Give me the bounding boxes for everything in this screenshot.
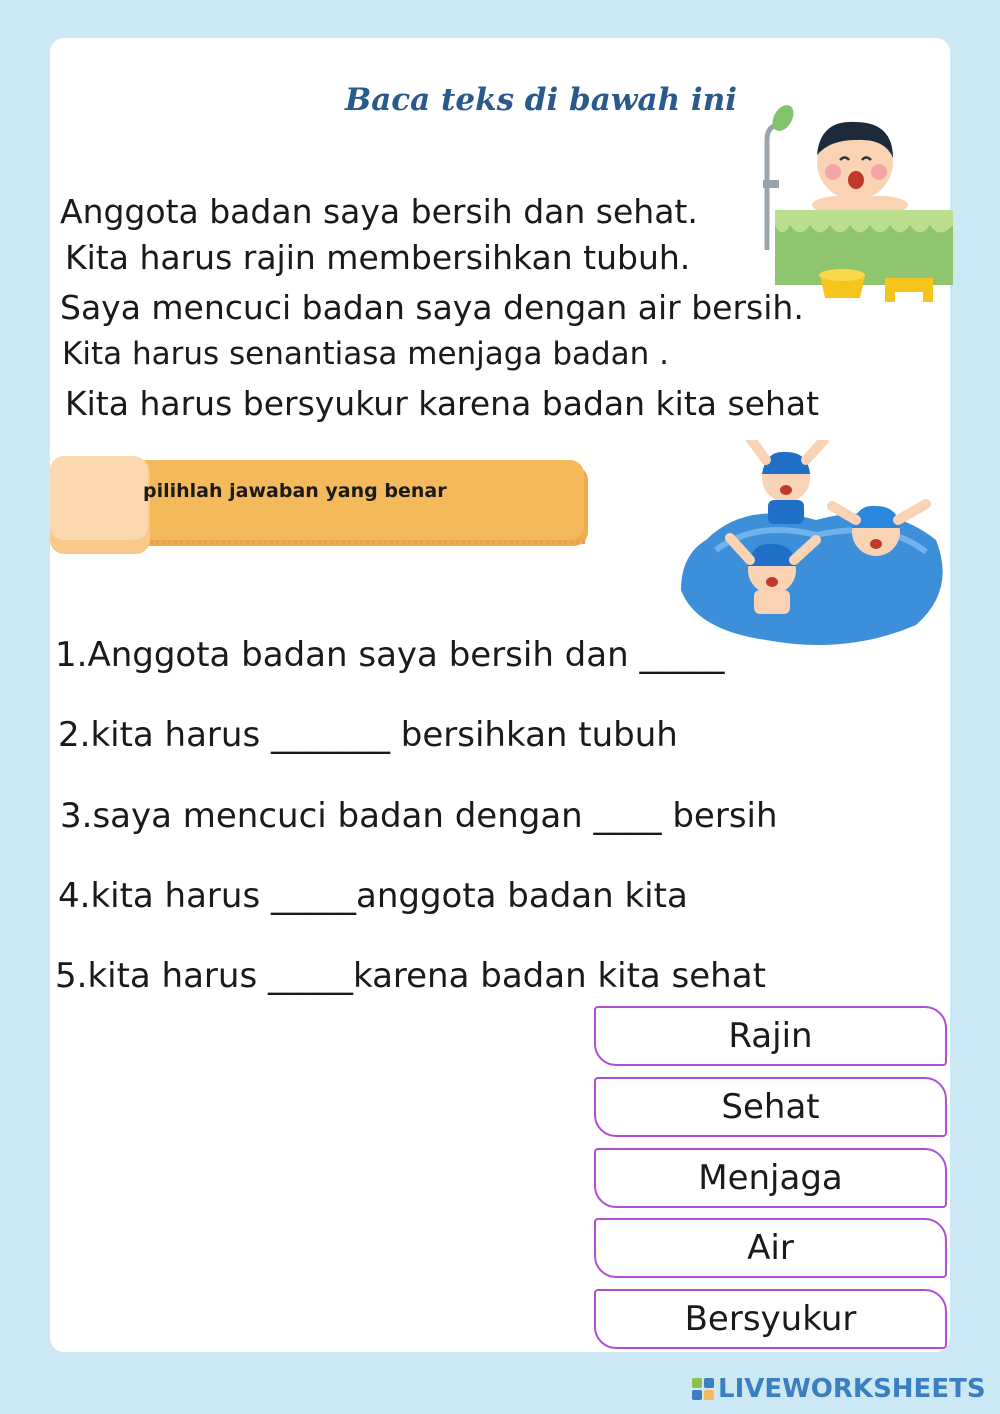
choice-sehat[interactable]: Sehat xyxy=(594,1077,947,1137)
choice-bersyukur[interactable]: Bersyukur xyxy=(594,1289,947,1349)
reading-line-1: Anggota badan saya bersih dan sehat. xyxy=(60,192,698,231)
instruction-banner xyxy=(50,456,590,556)
question-4: 4.kita harus _____anggota badan kita xyxy=(58,876,688,916)
question-3: 3.saya mencuci badan dengan ____ bersih xyxy=(60,796,778,836)
bath-boy-illustration xyxy=(745,100,955,310)
reading-line-3: Saya mencuci badan saya dengan air bersih. xyxy=(60,288,804,327)
brand-text: LIVEWORKSHEETS xyxy=(718,1374,986,1404)
reading-line-5: Kita harus bersyukur karena badan kita sehat xyxy=(65,384,820,423)
question-1: 1.Anggota badan saya bersih dan _____ xyxy=(55,635,725,675)
swimming-kids-illustration xyxy=(676,440,951,650)
choice-rajin[interactable]: Rajin xyxy=(594,1006,947,1066)
question-5: 5.kita harus _____karena badan kita sehat xyxy=(55,956,766,996)
instruction-text: pilihlah jawaban yang benar xyxy=(143,480,447,502)
question-2: 2.kita harus _______ bersihkan tubuh xyxy=(58,715,678,755)
choice-menjaga[interactable]: Menjaga xyxy=(594,1148,947,1208)
liveworksheets-logo[interactable] xyxy=(692,1374,986,1404)
choice-air[interactable]: Air xyxy=(594,1218,947,1278)
page-title: Baca teks di bawah ini xyxy=(345,82,738,118)
reading-line-4: Kita harus senantiasa menjaga badan . xyxy=(62,336,670,372)
liveworksheets-logo-icon xyxy=(692,1378,714,1400)
reading-line-2: Kita harus rajin membersihkan tubuh. xyxy=(65,238,691,277)
